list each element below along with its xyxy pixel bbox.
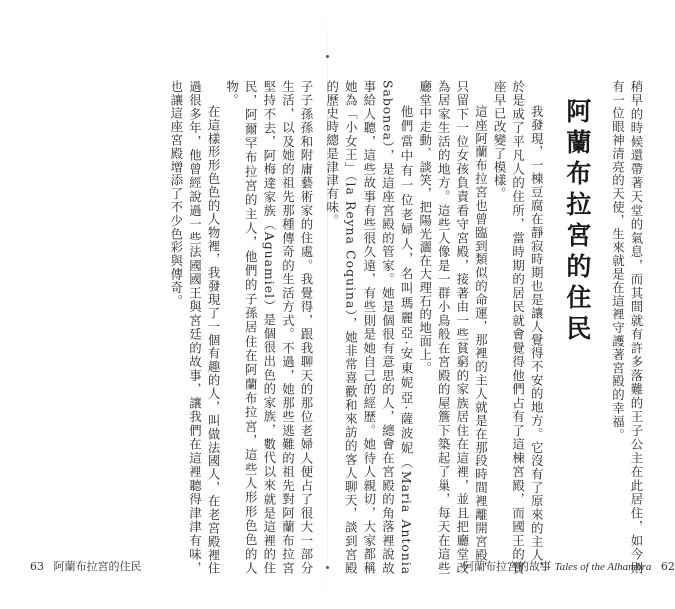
crop-mark-bottom xyxy=(326,566,329,569)
crop-mark-top xyxy=(326,55,329,58)
left-paragraph-1: 子子孫孫和附庸藝術家的住處。我覺得，跟我聊天的那位老婦人便占了很大一部分生活，以及她的祖先那種傳奇的生活方式。不過，她那些逃難的祖先對阿蘭布拉宮堅持不去，阿梅達家族（Aguamiel）是個很出色的家族，數代以來就是這裡的住民，阿爾罕布拉宮的主人，他們的子孫居住在阿蘭布拉宮，這些人形形色色的人物。 xyxy=(224,80,314,575)
right-running-head-en: Tales of the Alhambra xyxy=(554,561,652,573)
right-page xyxy=(324,0,675,609)
left-paragraph-2: 在這樣形形色色的人物裡，我發現了一個有趣的人，叫做法國人，在老宮殿裡住過很多年，他曾經說過一些法國國王與宮廷的故事，讓我們在這裡聽得津津有味，也讓這座宮殿增添了不少色彩與傳奇。 xyxy=(168,80,222,575)
right-lead-paragraph: 稍早的時候還帶著天堂的氣息，而其間就有許多落難的王子公主在此居住，如今則有一位眼神清亮的天使，生來就是在這裡守護著宮殿的幸福。 xyxy=(610,80,644,575)
right-paragraph-1: 我發現，一棟豆腐在靜寂時期也是讓人覺得不安的地方。它沒有了原來的主人，於是成了平凡人的住所，當時期的居民就會覺得他們占有了這棟宮殿，而國王的寶座早已改變了模樣。 xyxy=(492,80,545,575)
right-page-number: 62 xyxy=(660,560,675,573)
right-paragraph-3: 他們當中有一位老婦人，名叫瑪麗亞·安東妮亞·薩波妮（Maria Antonia Sabonea），是這座宮殿的管家。她是個很有意思的人，總會在宮殿的角落裡說故事給人聽，這些故事有些很久遠，有些則是她自己的經歷。她待人親切，大家都稱她為「小女王」（la Reyna Coquina），她非常喜歡和來訪的客人聊天，談到宮殿的歷史時總是津津有味。 xyxy=(324,80,415,575)
right-page-body xyxy=(324,80,645,575)
left-page-body xyxy=(30,80,315,575)
chapter-title: 阿蘭布拉宮的住民 xyxy=(562,98,592,346)
left-page-number: 63 xyxy=(30,560,44,573)
left-folio xyxy=(30,558,142,574)
right-running-head: 阿蘭布拉宮的故事 xyxy=(463,560,551,573)
right-folio xyxy=(463,558,675,574)
left-page xyxy=(0,0,327,609)
right-paragraph-2: 這座阿蘭布拉宮也曾臨到類似的命運，那裡的主人就是在那段時間裡離開宮殿，只留下一位女孩負責看守宮殿，接著由一些貧窮的家族居住在這裡，並且把廳堂改為居家生活的地方。這些人像是一群小鳥般在宮殿的屋簷下築起了巢，每天在這些廳堂中走動、談笑，把陽光灑在大理石的地面上。 xyxy=(417,80,489,575)
left-running-head: 阿蘭布拉宮的住民 xyxy=(53,560,142,573)
